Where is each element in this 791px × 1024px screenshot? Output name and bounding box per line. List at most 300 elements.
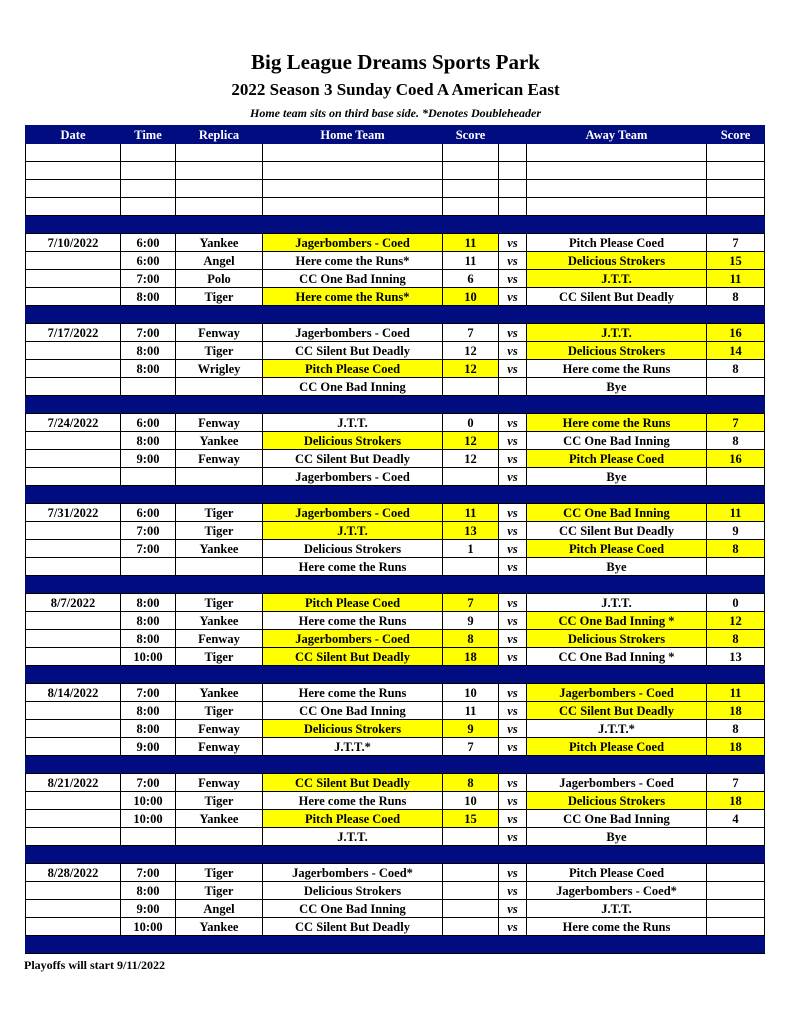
home-team-cell: Here come the Runs*: [263, 288, 443, 306]
separator-cell: [443, 846, 499, 864]
away-score-cell: 4: [707, 810, 765, 828]
replica-cell: Fenway: [176, 738, 263, 756]
separator-cell: [443, 936, 499, 954]
week-separator: [26, 756, 765, 774]
separator-cell: [527, 846, 707, 864]
time-cell: 7:00: [121, 864, 176, 882]
date-cell: [26, 450, 121, 468]
table-row: [26, 684, 765, 702]
separator-cell: [527, 666, 707, 684]
vs-cell: vs: [499, 522, 527, 540]
home-score-cell: [443, 198, 499, 216]
table-row: [26, 450, 765, 468]
schedule-table: [25, 125, 765, 954]
away-score-cell: 16: [707, 450, 765, 468]
away-score-cell: [707, 828, 765, 846]
date-cell: 7/10/2022: [26, 234, 121, 252]
separator-cell: [527, 576, 707, 594]
table-row: [26, 540, 765, 558]
replica-cell: Angel: [176, 900, 263, 918]
time-cell: 7:00: [121, 540, 176, 558]
away-team-cell: Pitch Please Coed: [527, 864, 707, 882]
time-cell: 6:00: [121, 414, 176, 432]
date-cell: [26, 612, 121, 630]
table-row: [26, 504, 765, 522]
home-score-cell: 9: [443, 720, 499, 738]
time-cell: 8:00: [121, 594, 176, 612]
away-score-cell: 8: [707, 630, 765, 648]
column-header-vs: [499, 126, 527, 144]
away-score-cell: [707, 558, 765, 576]
time-cell: 8:00: [121, 702, 176, 720]
away-score-cell: 13: [707, 648, 765, 666]
away-score-cell: 7: [707, 414, 765, 432]
table-row: [26, 810, 765, 828]
away-team-cell: Bye: [527, 378, 707, 396]
time-cell: 7:00: [121, 270, 176, 288]
away-score-cell: 11: [707, 504, 765, 522]
vs-cell: vs: [499, 468, 527, 486]
home-team-cell: CC One Bad Inning: [263, 702, 443, 720]
replica-cell: [176, 144, 263, 162]
replica-cell: Fenway: [176, 774, 263, 792]
separator-cell: [707, 846, 765, 864]
time-cell: 7:00: [121, 684, 176, 702]
home-team-cell: Here come the Runs: [263, 792, 443, 810]
column-header-home-score: Score: [443, 126, 499, 144]
separator-cell: [121, 756, 176, 774]
home-score-cell: 15: [443, 810, 499, 828]
week-separator: [26, 936, 765, 954]
vs-cell: vs: [499, 414, 527, 432]
table-row: [26, 234, 765, 252]
away-score-cell: 18: [707, 792, 765, 810]
time-cell: 6:00: [121, 504, 176, 522]
vs-cell: vs: [499, 450, 527, 468]
week-separator: [26, 846, 765, 864]
week-separator: [26, 396, 765, 414]
vs-cell: vs: [499, 702, 527, 720]
separator-cell: [527, 396, 707, 414]
table-row: [26, 774, 765, 792]
away-score-cell: 15: [707, 252, 765, 270]
replica-cell: Tiger: [176, 342, 263, 360]
time-cell: 8:00: [121, 360, 176, 378]
away-team-cell: J.T.T.*: [527, 720, 707, 738]
column-header-date: Date: [26, 126, 121, 144]
separator-cell: [176, 846, 263, 864]
date-cell: [26, 252, 121, 270]
away-team-cell: Bye: [527, 468, 707, 486]
away-score-cell: 18: [707, 738, 765, 756]
separator-cell: [263, 756, 443, 774]
away-team-cell: [527, 198, 707, 216]
table-row: [26, 720, 765, 738]
vs-cell: vs: [499, 504, 527, 522]
separator-cell: [176, 216, 263, 234]
separator-cell: [443, 216, 499, 234]
home-score-cell: 11: [443, 702, 499, 720]
home-score-cell: 10: [443, 684, 499, 702]
separator-cell: [176, 396, 263, 414]
away-score-cell: [707, 378, 765, 396]
separator-cell: [263, 306, 443, 324]
home-score-cell: 9: [443, 612, 499, 630]
away-score-cell: 9: [707, 522, 765, 540]
home-team-cell: CC One Bad Inning: [263, 270, 443, 288]
away-score-cell: 8: [707, 360, 765, 378]
table-row: [26, 342, 765, 360]
column-header-away-score: Score: [707, 126, 765, 144]
replica-cell: [176, 162, 263, 180]
separator-cell: [26, 666, 121, 684]
separator-cell: [176, 486, 263, 504]
home-team-cell: CC Silent But Deadly: [263, 342, 443, 360]
vs-cell: vs: [499, 594, 527, 612]
home-team-cell: Jagerbombers - Coed*: [263, 864, 443, 882]
replica-cell: Tiger: [176, 702, 263, 720]
separator-cell: [443, 666, 499, 684]
away-team-cell: J.T.T.: [527, 594, 707, 612]
replica-cell: Yankee: [176, 918, 263, 936]
date-cell: [26, 270, 121, 288]
replica-cell: Fenway: [176, 450, 263, 468]
replica-cell: Tiger: [176, 288, 263, 306]
column-header-time: Time: [121, 126, 176, 144]
table-row: [26, 432, 765, 450]
vs-cell: vs: [499, 432, 527, 450]
separator-cell: [26, 216, 121, 234]
replica-cell: Yankee: [176, 684, 263, 702]
away-team-cell: Delicious Strokers: [527, 792, 707, 810]
away-team-cell: Here come the Runs: [527, 918, 707, 936]
home-team-cell: Delicious Strokers: [263, 540, 443, 558]
blank-row: [26, 198, 765, 216]
home-score-cell: 11: [443, 234, 499, 252]
away-score-cell: [707, 882, 765, 900]
table-row: [26, 378, 765, 396]
separator-cell: [263, 846, 443, 864]
separator-cell: [263, 486, 443, 504]
separator-cell: [121, 486, 176, 504]
table-row: [26, 612, 765, 630]
vs-cell: vs: [499, 288, 527, 306]
home-team-cell: Pitch Please Coed: [263, 810, 443, 828]
home-team-cell: Jagerbombers - Coed: [263, 324, 443, 342]
date-cell: 8/14/2022: [26, 684, 121, 702]
away-score-cell: 11: [707, 270, 765, 288]
away-team-cell: CC One Bad Inning: [527, 504, 707, 522]
vs-cell: [499, 378, 527, 396]
home-team-cell: Jagerbombers - Coed: [263, 504, 443, 522]
separator-cell: [443, 576, 499, 594]
table-row: [26, 630, 765, 648]
replica-cell: Tiger: [176, 522, 263, 540]
separator-cell: [499, 216, 527, 234]
home-team-cell: Delicious Strokers: [263, 720, 443, 738]
vs-cell: vs: [499, 270, 527, 288]
separator-cell: [121, 306, 176, 324]
separator-cell: [499, 666, 527, 684]
date-cell: 8/21/2022: [26, 774, 121, 792]
table-row: [26, 900, 765, 918]
schedule-body: [26, 144, 765, 954]
home-score-cell: [443, 162, 499, 180]
home-score-cell: 7: [443, 738, 499, 756]
away-score-cell: 7: [707, 774, 765, 792]
separator-cell: [707, 216, 765, 234]
away-score-cell: 8: [707, 288, 765, 306]
date-cell: [26, 918, 121, 936]
home-score-cell: 1: [443, 540, 499, 558]
time-cell: 8:00: [121, 612, 176, 630]
home-team-cell: J.T.T.: [263, 414, 443, 432]
schedule-note: Home team sits on third base side. *Denotes Doubleheader: [250, 106, 541, 120]
time-cell: 7:00: [121, 324, 176, 342]
vs-cell: vs: [499, 774, 527, 792]
time-cell: 9:00: [121, 738, 176, 756]
away-team-cell: Bye: [527, 828, 707, 846]
separator-cell: [263, 576, 443, 594]
date-cell: [26, 180, 121, 198]
vs-cell: vs: [499, 234, 527, 252]
page-title: Big League Dreams Sports Park: [251, 50, 540, 74]
date-cell: [26, 558, 121, 576]
blank-row: [26, 180, 765, 198]
time-cell: [121, 468, 176, 486]
away-team-cell: CC Silent But Deadly: [527, 702, 707, 720]
away-team-cell: CC One Bad Inning: [527, 432, 707, 450]
table-row: [26, 360, 765, 378]
date-cell: [26, 810, 121, 828]
away-score-cell: [707, 144, 765, 162]
home-score-cell: [443, 918, 499, 936]
separator-cell: [707, 666, 765, 684]
separator-cell: [263, 216, 443, 234]
separator-cell: [443, 306, 499, 324]
time-cell: 7:00: [121, 774, 176, 792]
time-cell: 10:00: [121, 918, 176, 936]
table-row: [26, 414, 765, 432]
replica-cell: Tiger: [176, 864, 263, 882]
table-row: [26, 882, 765, 900]
home-score-cell: 12: [443, 450, 499, 468]
time-cell: 6:00: [121, 252, 176, 270]
table-row: [26, 918, 765, 936]
vs-cell: vs: [499, 324, 527, 342]
time-cell: 10:00: [121, 810, 176, 828]
replica-cell: [176, 378, 263, 396]
column-header-away-team: Away Team: [527, 126, 707, 144]
replica-cell: Fenway: [176, 414, 263, 432]
away-score-cell: 0: [707, 594, 765, 612]
separator-cell: [499, 576, 527, 594]
separator-cell: [176, 306, 263, 324]
away-score-cell: [707, 180, 765, 198]
home-score-cell: 6: [443, 270, 499, 288]
away-team-cell: CC One Bad Inning *: [527, 648, 707, 666]
home-team-cell: [263, 144, 443, 162]
table-row: [26, 738, 765, 756]
separator-cell: [121, 576, 176, 594]
away-team-cell: Bye: [527, 558, 707, 576]
away-score-cell: 11: [707, 684, 765, 702]
home-team-cell: Delicious Strokers: [263, 882, 443, 900]
time-cell: 8:00: [121, 432, 176, 450]
table-row: [26, 288, 765, 306]
home-score-cell: 8: [443, 630, 499, 648]
date-cell: 7/24/2022: [26, 414, 121, 432]
home-score-cell: 7: [443, 594, 499, 612]
vs-cell: vs: [499, 792, 527, 810]
blank-row: [26, 162, 765, 180]
away-team-cell: Pitch Please Coed: [527, 234, 707, 252]
away-team-cell: [527, 162, 707, 180]
vs-cell: vs: [499, 810, 527, 828]
separator-cell: [499, 756, 527, 774]
time-cell: [121, 198, 176, 216]
home-team-cell: Jagerbombers - Coed: [263, 234, 443, 252]
separator-cell: [707, 396, 765, 414]
away-score-cell: [707, 198, 765, 216]
separator-cell: [707, 936, 765, 954]
separator-cell: [707, 756, 765, 774]
date-cell: [26, 342, 121, 360]
separator-cell: [499, 396, 527, 414]
separator-cell: [527, 936, 707, 954]
home-team-cell: CC Silent But Deadly: [263, 918, 443, 936]
time-cell: 8:00: [121, 720, 176, 738]
vs-cell: vs: [499, 360, 527, 378]
home-team-cell: Here come the Runs: [263, 684, 443, 702]
replica-cell: Fenway: [176, 720, 263, 738]
separator-cell: [527, 756, 707, 774]
away-score-cell: [707, 468, 765, 486]
separator-cell: [527, 306, 707, 324]
separator-cell: [499, 306, 527, 324]
away-team-cell: Pitch Please Coed: [527, 738, 707, 756]
time-cell: 10:00: [121, 792, 176, 810]
home-team-cell: Delicious Strokers: [263, 432, 443, 450]
replica-cell: Tiger: [176, 594, 263, 612]
vs-cell: vs: [499, 882, 527, 900]
separator-cell: [707, 306, 765, 324]
table-row: [26, 702, 765, 720]
vs-cell: vs: [499, 648, 527, 666]
home-score-cell: [443, 864, 499, 882]
replica-cell: Tiger: [176, 792, 263, 810]
vs-cell: vs: [499, 720, 527, 738]
replica-cell: [176, 828, 263, 846]
home-team-cell: CC Silent But Deadly: [263, 648, 443, 666]
away-team-cell: J.T.T.: [527, 324, 707, 342]
separator-cell: [263, 666, 443, 684]
date-cell: [26, 468, 121, 486]
separator-cell: [26, 486, 121, 504]
away-score-cell: 18: [707, 702, 765, 720]
away-score-cell: 8: [707, 720, 765, 738]
separator-cell: [121, 216, 176, 234]
table-row: [26, 648, 765, 666]
home-team-cell: CC Silent But Deadly: [263, 774, 443, 792]
time-cell: 10:00: [121, 648, 176, 666]
away-score-cell: 8: [707, 432, 765, 450]
date-cell: [26, 828, 121, 846]
time-cell: 8:00: [121, 288, 176, 306]
away-team-cell: Pitch Please Coed: [527, 450, 707, 468]
home-score-cell: 8: [443, 774, 499, 792]
separator-cell: [527, 216, 707, 234]
away-team-cell: Pitch Please Coed: [527, 540, 707, 558]
time-cell: 7:00: [121, 522, 176, 540]
vs-cell: vs: [499, 630, 527, 648]
week-separator: [26, 306, 765, 324]
home-score-cell: [443, 558, 499, 576]
replica-cell: Yankee: [176, 432, 263, 450]
home-team-cell: [263, 162, 443, 180]
home-score-cell: [443, 468, 499, 486]
replica-cell: Yankee: [176, 810, 263, 828]
vs-cell: vs: [499, 612, 527, 630]
away-team-cell: CC Silent But Deadly: [527, 288, 707, 306]
home-score-cell: [443, 180, 499, 198]
date-cell: [26, 378, 121, 396]
home-team-cell: Here come the Runs*: [263, 252, 443, 270]
home-score-cell: [443, 144, 499, 162]
replica-cell: [176, 558, 263, 576]
replica-cell: Yankee: [176, 234, 263, 252]
replica-cell: [176, 180, 263, 198]
away-score-cell: [707, 900, 765, 918]
away-team-cell: Delicious Strokers: [527, 342, 707, 360]
date-cell: [26, 288, 121, 306]
separator-cell: [499, 936, 527, 954]
home-score-cell: 12: [443, 360, 499, 378]
date-cell: [26, 432, 121, 450]
home-score-cell: 10: [443, 288, 499, 306]
separator-cell: [707, 576, 765, 594]
home-score-cell: 18: [443, 648, 499, 666]
time-cell: 9:00: [121, 450, 176, 468]
separator-cell: [26, 846, 121, 864]
home-score-cell: [443, 882, 499, 900]
vs-cell: vs: [499, 900, 527, 918]
separator-cell: [26, 756, 121, 774]
separator-cell: [121, 396, 176, 414]
vs-cell: [499, 198, 527, 216]
home-team-cell: Pitch Please Coed: [263, 594, 443, 612]
away-score-cell: [707, 162, 765, 180]
time-cell: [121, 144, 176, 162]
date-cell: [26, 522, 121, 540]
date-cell: [26, 882, 121, 900]
separator-cell: [443, 486, 499, 504]
separator-cell: [176, 936, 263, 954]
away-team-cell: Delicious Strokers: [527, 630, 707, 648]
time-cell: [121, 378, 176, 396]
separator-cell: [263, 396, 443, 414]
replica-cell: Tiger: [176, 648, 263, 666]
date-cell: [26, 198, 121, 216]
table-row: [26, 468, 765, 486]
time-cell: [121, 162, 176, 180]
table-row: [26, 792, 765, 810]
home-team-cell: J.T.T.*: [263, 738, 443, 756]
replica-cell: [176, 198, 263, 216]
separator-cell: [527, 486, 707, 504]
home-team-cell: Here come the Runs: [263, 558, 443, 576]
date-cell: [26, 702, 121, 720]
